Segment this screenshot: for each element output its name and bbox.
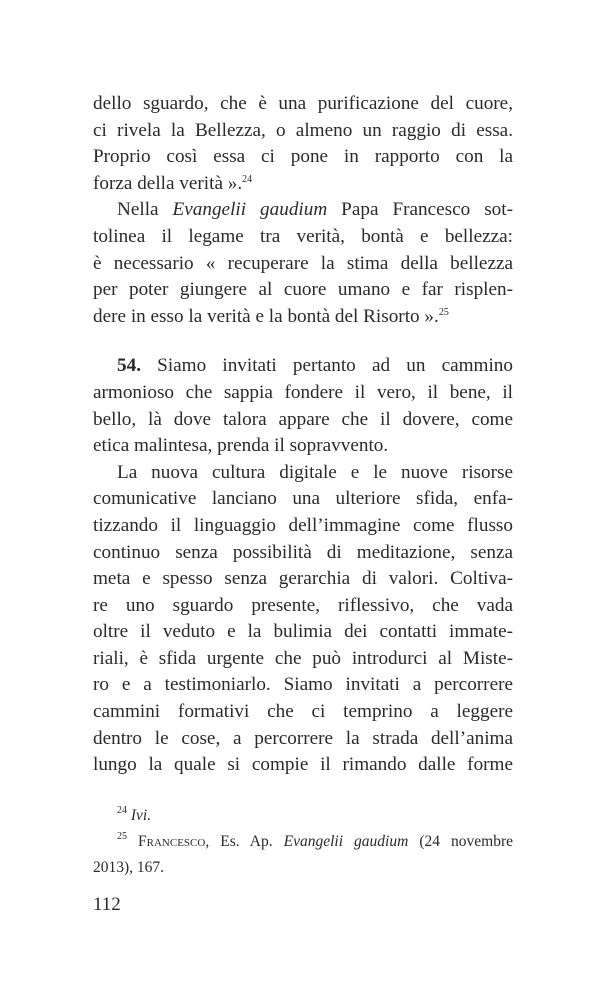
text-line [93,380,513,407]
text-line [93,486,513,513]
text-run: re uno sguardo presente, riflessivo, che vada [93,594,513,616]
text-line [93,197,513,224]
text-line [93,803,513,829]
text-line [93,619,513,646]
text-line [93,407,513,434]
text-line [93,460,513,487]
italic-text: Evangelii gaudium [283,833,409,850]
text-line [93,144,513,171]
text-run: tizzando il linguaggio dell’immagine come flusso [93,514,513,536]
text-line [93,646,513,673]
text-run: armonioso che sappia fondere il vero, il bene, il [93,381,513,403]
paragraph [93,460,513,779]
paragraph [93,197,513,330]
text-line [93,699,513,726]
text-run: Francesco [138,833,206,850]
text-line [93,726,513,753]
text-line [93,91,513,118]
text-line [93,304,513,331]
footnote-ref: 24 [117,805,127,816]
text-line [93,855,513,881]
text-run: lungo la quale si compie il rimando dalle forme [93,754,513,776]
text-run: 2013), 167. [93,859,165,876]
text-run: meta e spesso senza gerarchia di valori. Coltiva- [93,568,513,590]
text-run: Siamo invitati pertanto ad un cammino [140,355,513,377]
text-run: dello sguardo, che è una purificazione del cuore, [93,93,513,114]
italic-text: Evangelii gaudium [172,199,328,221]
text-run: continuo senza possibilità di meditazione, senza [93,541,513,563]
paragraph [93,353,513,459]
text-line [93,593,513,620]
text-run: cammini formativi che ci temprino a leggere [93,701,513,723]
text-line [93,118,513,145]
footnote-ref: 24 [242,173,253,185]
text-run: , Es. Ap. [205,833,284,850]
text-line [93,672,513,699]
footnote-ref: 25 [438,306,449,318]
footnote [93,803,513,829]
text-run: Proprio così essa ci pone in rapporto con la [93,146,513,168]
text-run: per poter giungere al cuore umano e far risplen- [93,279,513,301]
text-line [93,513,513,540]
text-run: La nuova cultura digitale e le nuove risorse [117,461,513,483]
paragraph [93,91,513,197]
text-line [93,277,513,304]
footnotes [93,803,513,881]
text-line [93,171,513,198]
text-run: riali, è sfida urgente che può introdurci al Miste- [93,647,513,669]
text-line [93,251,513,278]
footnote-ref: 25 [117,831,127,842]
text-run: ci rivela la Bellezza, o almeno un raggio di essa. [93,119,513,141]
text-run: etica malintesa, prenda il sopravvento. [93,435,389,457]
text-line [93,752,513,779]
text-run: (24 novembre [408,833,514,850]
text-run: è necessario « recuperare la stima della bellezza [93,252,513,274]
text-line [93,224,513,251]
footnote [93,829,513,881]
text-line [93,566,513,593]
text-line [93,829,513,855]
text-run: dere in esso la verità e la bontà del Risorto ». [93,305,439,327]
text-run: ro e a testimoniarlo. Siamo invitati a percorrere [93,674,513,696]
text-line [93,433,513,460]
text-run [127,833,138,850]
text-run: comunicative lanciano una ulteriore sfida, enfa- [93,488,513,510]
section-number: 54. [117,355,141,377]
text-run: Papa Francesco sot- [327,199,513,221]
text-run: oltre il veduto e la bulimia dei contatti immate- [93,621,513,643]
text-line [93,540,513,567]
text-run: dentro le cose, a percorrere la strada dell’anima [93,727,513,749]
text-line [93,353,513,380]
text-run: tolinea il legame tra verità, bontà e bellezza: [93,225,513,247]
text-run: forza della verità ». [93,172,243,194]
text-run: bello, là dove talora appare che il dovere, come [93,408,513,430]
page-number: 112 [93,894,121,915]
text-run: Nella [117,199,173,221]
body-text [93,91,513,779]
italic-text: Ivi. [130,807,152,824]
